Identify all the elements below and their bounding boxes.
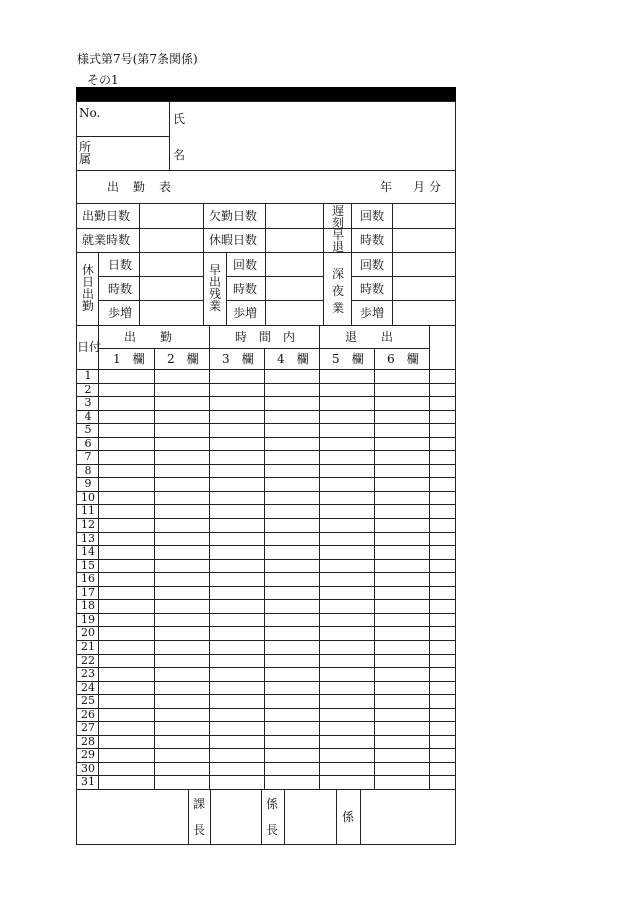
- kakaricho-label-2: 長: [266, 823, 279, 837]
- kyujitsu-jisu-label: 時数: [108, 282, 133, 296]
- day-number: 23: [81, 667, 95, 681]
- year-label: 年: [380, 180, 393, 194]
- shozoku-label: 所 属: [79, 140, 92, 166]
- no-label: No.: [79, 106, 101, 120]
- day-number: 16: [81, 572, 95, 586]
- shi-label: 氏: [173, 112, 186, 126]
- shukkin-group-label: 出 勤: [124, 330, 173, 344]
- shinya-kaisu-label: 回数: [360, 258, 385, 272]
- col5-label: 5 欄: [332, 352, 364, 366]
- day-number: 8: [84, 463, 92, 477]
- taishutsu-group-label: 退 出: [345, 330, 394, 344]
- day-number: 15: [81, 558, 95, 572]
- hayade-bumashi-label: 歩増: [233, 306, 258, 320]
- day-number: 2: [84, 382, 92, 396]
- title: 出 勤 表: [107, 180, 173, 194]
- day-number: 17: [81, 585, 95, 599]
- kyuka-nissu-label: 休暇日数: [209, 233, 258, 247]
- shinya-jisu-label: 時数: [360, 282, 385, 296]
- hayade-zangyo-label: 早出残業: [208, 263, 221, 313]
- day-number: 9: [84, 477, 92, 491]
- chikoku-kaisu-label: 回数: [360, 209, 385, 223]
- kekkin-nissu-label: 欠勤日数: [209, 209, 258, 223]
- kyujitsu-nissu-label: 日数: [108, 258, 133, 272]
- col3-label: 3 欄: [222, 352, 254, 366]
- day-number: 10: [81, 490, 95, 504]
- day-number: 7: [84, 450, 92, 464]
- day-number: 27: [81, 721, 95, 735]
- mei-label: 名: [173, 148, 186, 162]
- day-number: 12: [81, 518, 95, 532]
- day-number: 5: [84, 423, 92, 437]
- day-number: 14: [81, 545, 95, 559]
- hayade-jisu-label: 時数: [233, 282, 258, 296]
- jikannai-group-label: 時 間 内: [235, 330, 296, 344]
- day-number: 1: [84, 369, 92, 382]
- kacho-label-1: 課: [193, 797, 206, 811]
- day-number: 6: [84, 436, 92, 450]
- shugyo-jisu-label: 就業時数: [82, 233, 131, 247]
- kyujitsu-bumashi-label: 歩増: [108, 306, 133, 320]
- hayade-kaisu-label: 回数: [233, 258, 258, 272]
- day-number: 13: [81, 531, 95, 545]
- day-number: 20: [81, 626, 95, 640]
- form-sub: その1: [87, 73, 119, 87]
- month-label: 月分: [413, 180, 446, 194]
- day-number: 24: [81, 680, 95, 694]
- day-number: 11: [81, 504, 95, 518]
- col4-label: 4 欄: [277, 352, 309, 366]
- day-number: 18: [81, 599, 95, 613]
- shinya-bumashi-label: 歩増: [360, 306, 385, 320]
- form-number: 様式第7号(第7条関係): [77, 52, 198, 66]
- day-number: 4: [84, 409, 92, 423]
- shinya-gyo-label: 深夜業: [331, 267, 344, 315]
- kakaricho-label-1: 係: [266, 797, 279, 811]
- day-number: 19: [81, 612, 95, 626]
- day-number: 28: [81, 734, 95, 748]
- col2-label: 2 欄: [167, 352, 199, 366]
- day-number: 29: [81, 748, 95, 762]
- day-number: 30: [81, 761, 95, 775]
- day-number: 31: [81, 775, 95, 789]
- col1-label: 1 欄: [113, 352, 145, 366]
- day-number: 3: [84, 396, 92, 410]
- kacho-label-2: 長: [193, 823, 206, 837]
- chikoku-soutai-label: 遅刻早退: [331, 204, 344, 254]
- date-label: 日付: [77, 340, 102, 354]
- day-number: 25: [81, 694, 95, 708]
- col6-label: 6 欄: [387, 352, 419, 366]
- kakari-label: 係: [342, 810, 355, 824]
- kyujitsu-shukkin-label: 休日出勤: [81, 263, 94, 313]
- day-number: 22: [81, 653, 95, 667]
- chikoku-jisu-label: 時数: [360, 233, 385, 247]
- day-number: 21: [81, 639, 95, 653]
- shukkin-nissu-label: 出勤日数: [82, 209, 131, 223]
- day-number: 26: [81, 707, 95, 721]
